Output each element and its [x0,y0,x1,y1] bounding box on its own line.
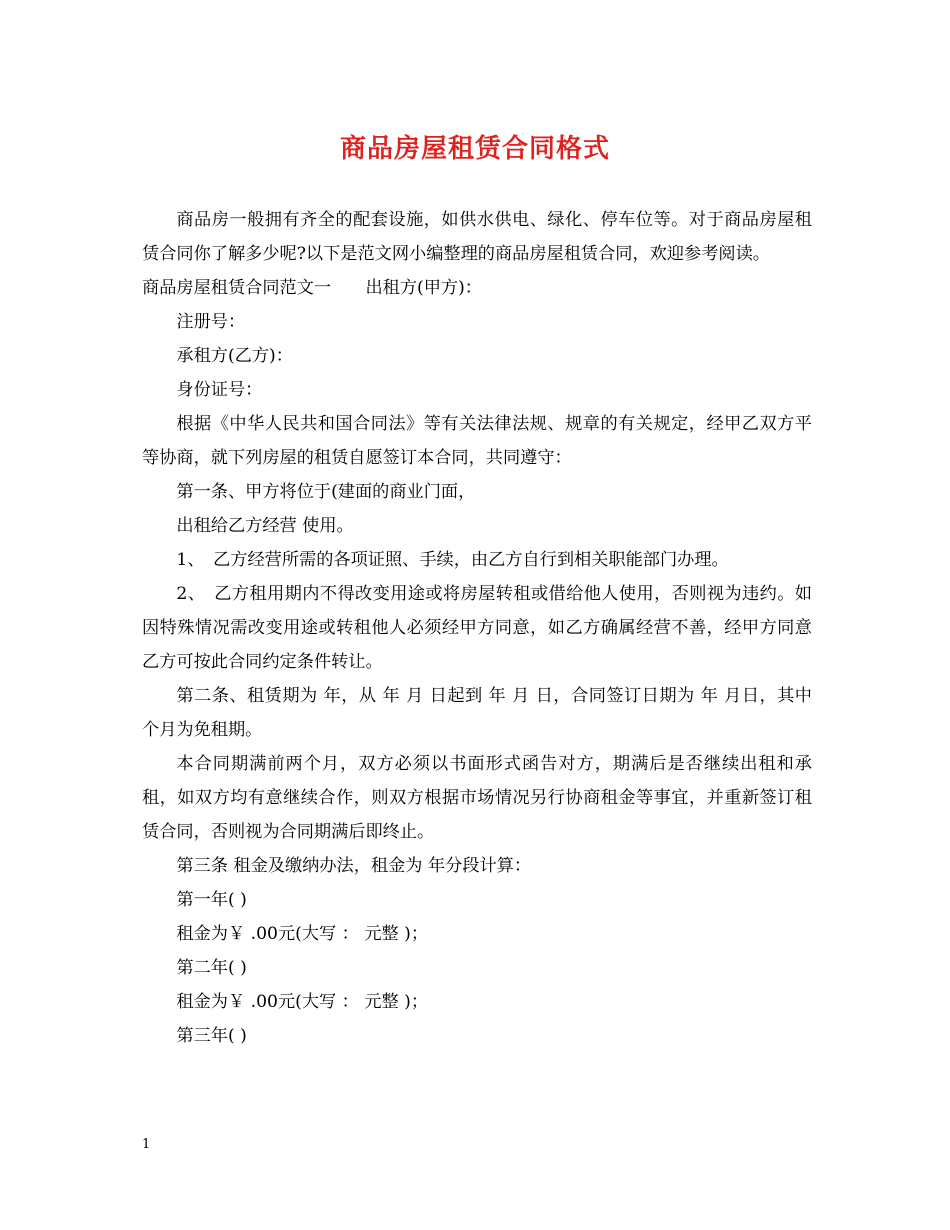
paragraph: 商品房屋租赁合同范文一 出租方(甲方)： [142,278,482,298]
paragraph: 出租给乙方经营 使用。 [176,516,354,536]
document-title: 商品房屋租赁合同格式 [339,134,610,164]
paragraph: 租金为￥ .00元(大写 ： 元整 )； [176,924,429,944]
paragraph: 租金为￥ .00元(大写 ： 元整 )； [176,992,429,1012]
document-body [142,203,818,1053]
paragraph: 第三条 租金及缴纳办法，租金为 年分段计算： [176,856,532,876]
paragraph: 第二年( ) [176,958,247,978]
paragraph: 根据《中华人民共和国合同法》等有关法律法规、规章的有关规定，经甲乙双方平等协商，就下列房屋的租赁自愿签订本合同，共同遵守： [142,414,812,468]
paragraph: 第二条、租赁期为 年，从 年 月 日起到 年 月 日，合同签订日期为 年 月日，其中 个月为免租期。 [142,686,818,740]
paragraph: 第一年( ) [176,890,247,910]
paragraph: 第三年( ) [176,1026,247,1046]
page-number: 1 [142,1137,151,1152]
paragraph: 注册号： [176,312,246,332]
paragraph: 商品房一般拥有齐全的配套设施，如供水供电、绿化、停车位等。对于商品房屋租赁合同你了解多少呢?以下是范文网小编整理的商品房屋租赁合同，欢迎参考阅读。 [142,210,812,264]
paragraph: 本合同期满前两个月，双方必须以书面形式函告对方，期满后是否继续出租和承租，如双方均有意继续合作，则双方根据市场情况另行协商租金等事宜，并重新签订租赁合同，否则视为合同期满后即终止。 [142,754,812,842]
paragraph: 1、 乙方经营所需的各项证照、手续，由乙方自行到相关职能部门办理。 [176,550,729,570]
paragraph: 2、 乙方租用期内不得改变用途或将房屋转租或借给他人使用，否则视为违约。如因特殊情况需改变用途或转租他人必须经甲方同意，如乙方确属经营不善，经甲方同意乙方可按此合同约定条件转让。 [142,584,812,672]
paragraph: 第一条、甲方将位于(建面的商业门面， [176,482,476,502]
paragraph: 承租方(乙方)： [176,346,293,366]
paragraph: 身份证号： [176,380,263,400]
